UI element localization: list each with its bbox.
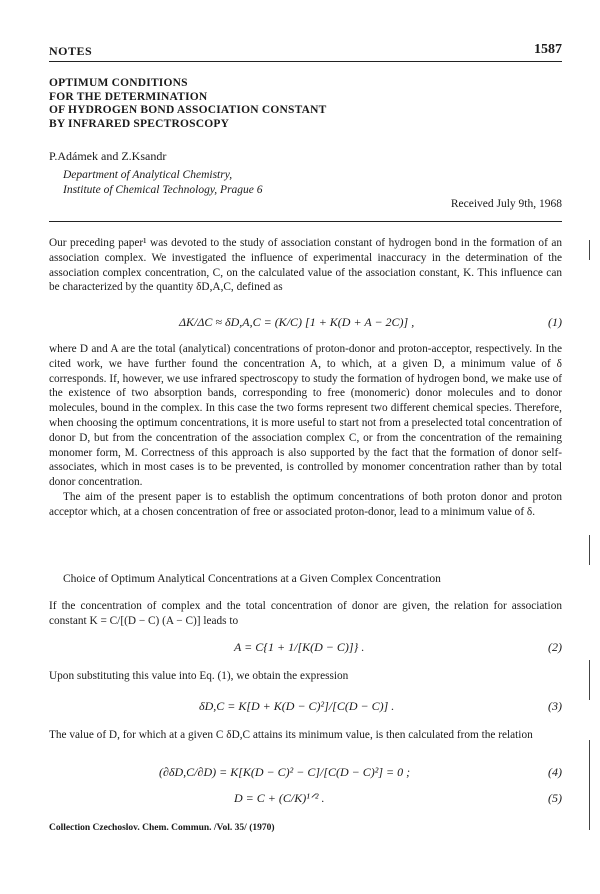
equation-text: δD,C = K[D + K(D − C)²]/[C(D − C)] .	[199, 699, 395, 713]
equation-text: A = C{1 + 1/[K(D − C)]} .	[234, 640, 365, 654]
equation-1	[49, 315, 562, 331]
equation-text: D = C + (C/K)¹ᐟ² .	[234, 791, 325, 805]
equation-number: (5)	[548, 791, 562, 805]
paragraph-text: where D and A are the total (analytical) concentrations of proton-donor and proton-acceptor, respectively. In the cited work, we have further found the concentration A, to which, at a given D, a minimum value of δ corresponds. If, however, we use infrared spectroscopy to study the formation of hydrogen bond, we make use of the existence of two absorption bands, corresponding to free (monomeric) donor molecules and to donor molecules, bound in the complex. In this case the two forms represent two different chemical species. Therefore, when choosing the optimum concentrations, it is more useful to start not from a preselected total concentration of donor D, but from the concentration of the association complex C, or from the concentration of the remaining monomer form, M. Correctness of this approach is also supported by the fact that the formation of donor self-associates, which in most cases is to be prevented, is controlled by monomer concentration rather than by total donor concentration.	[49, 343, 562, 489]
paragraph-complex	[49, 599, 562, 629]
margin-mark	[589, 535, 590, 565]
received-date: Received July 9th, 1968	[450, 198, 562, 210]
title-line: FOR THE DETERMINATION	[49, 90, 208, 103]
equation-text: (∂δD,C/∂D) = K[K(D − C)² − C]/[C(D − C)²] = 0 ;	[159, 765, 411, 779]
equation-number: (3)	[548, 699, 562, 713]
equation-2	[49, 640, 562, 656]
header-rule	[49, 61, 562, 62]
title-line: BY INFRARED SPECTROSCOPY	[49, 117, 230, 130]
paragraph-text: If the concentration of complex and the total concentration of donor are given, the relation for association constant K = C/[(D − C) (A − C)] leads to	[49, 600, 562, 627]
affiliation	[63, 168, 263, 198]
equation-number: (1)	[548, 315, 562, 329]
title-line: OPTIMUM CONDITIONS	[49, 77, 188, 89]
abstract-rule	[49, 221, 562, 222]
equation-3	[49, 699, 562, 715]
section-heading: Choice of Optimum Analytical Concentrations at a Given Complex Concentration	[63, 573, 441, 585]
affiliation-line: Department of Analytical Chemistry,	[63, 169, 233, 181]
paragraph-text: Our preceding paper¹ was devoted to the study of association constant of hydrogen bond in the formation of an association complex. We investigated the influence of experimental inaccuracy in the determination of the association complex concentration, C, on the calculated value of the association constant, K. This influence can be characterized by the quantity δD,A,C, defined as	[49, 237, 562, 294]
equation-5	[49, 791, 562, 807]
paragraph-minimum	[49, 728, 562, 743]
paragraph-main	[49, 342, 562, 520]
paragraph-text: Upon substituting this value into Eq. (1), we obtain the expression	[49, 670, 349, 682]
affiliation-line: Institute of Chemical Technology, Prague 6	[63, 184, 263, 196]
title-line: OF HYDROGEN BOND ASSOCIATION CONSTANT	[49, 104, 327, 116]
equation-4	[49, 765, 562, 781]
authors: P.Adámek and Z.Ksandr	[49, 149, 167, 163]
article-title	[49, 77, 326, 131]
margin-mark	[589, 240, 590, 260]
running-header	[49, 42, 562, 60]
page-number: 1587	[534, 42, 562, 57]
journal-footer: Collection Czechoslov. Chem. Commun. /Vol. 35/ (1970)	[49, 823, 275, 833]
margin-mark	[589, 660, 590, 700]
paragraph-text: The value of D, for which at a given C δD,C attains its minimum value, is then calculated from the relation	[49, 729, 533, 741]
paragraph-text: The aim of the present paper is to establish the optimum concentrations of both proton donor and proton acceptor which, at a chosen concentration of free or associated proton-donor, lead to a minimum value of δ.	[49, 490, 562, 518]
margin-mark	[589, 740, 590, 830]
section-label: NOTES	[49, 44, 93, 58]
paragraph-substitution	[49, 669, 562, 684]
equation-number: (2)	[548, 640, 562, 654]
equation-text: ΔK/ΔC ≈ δD,A,C = (K/C) [1 + K(D + A − 2C)] ,	[179, 315, 415, 329]
paragraph-intro	[49, 236, 562, 295]
equation-number: (4)	[548, 765, 562, 779]
